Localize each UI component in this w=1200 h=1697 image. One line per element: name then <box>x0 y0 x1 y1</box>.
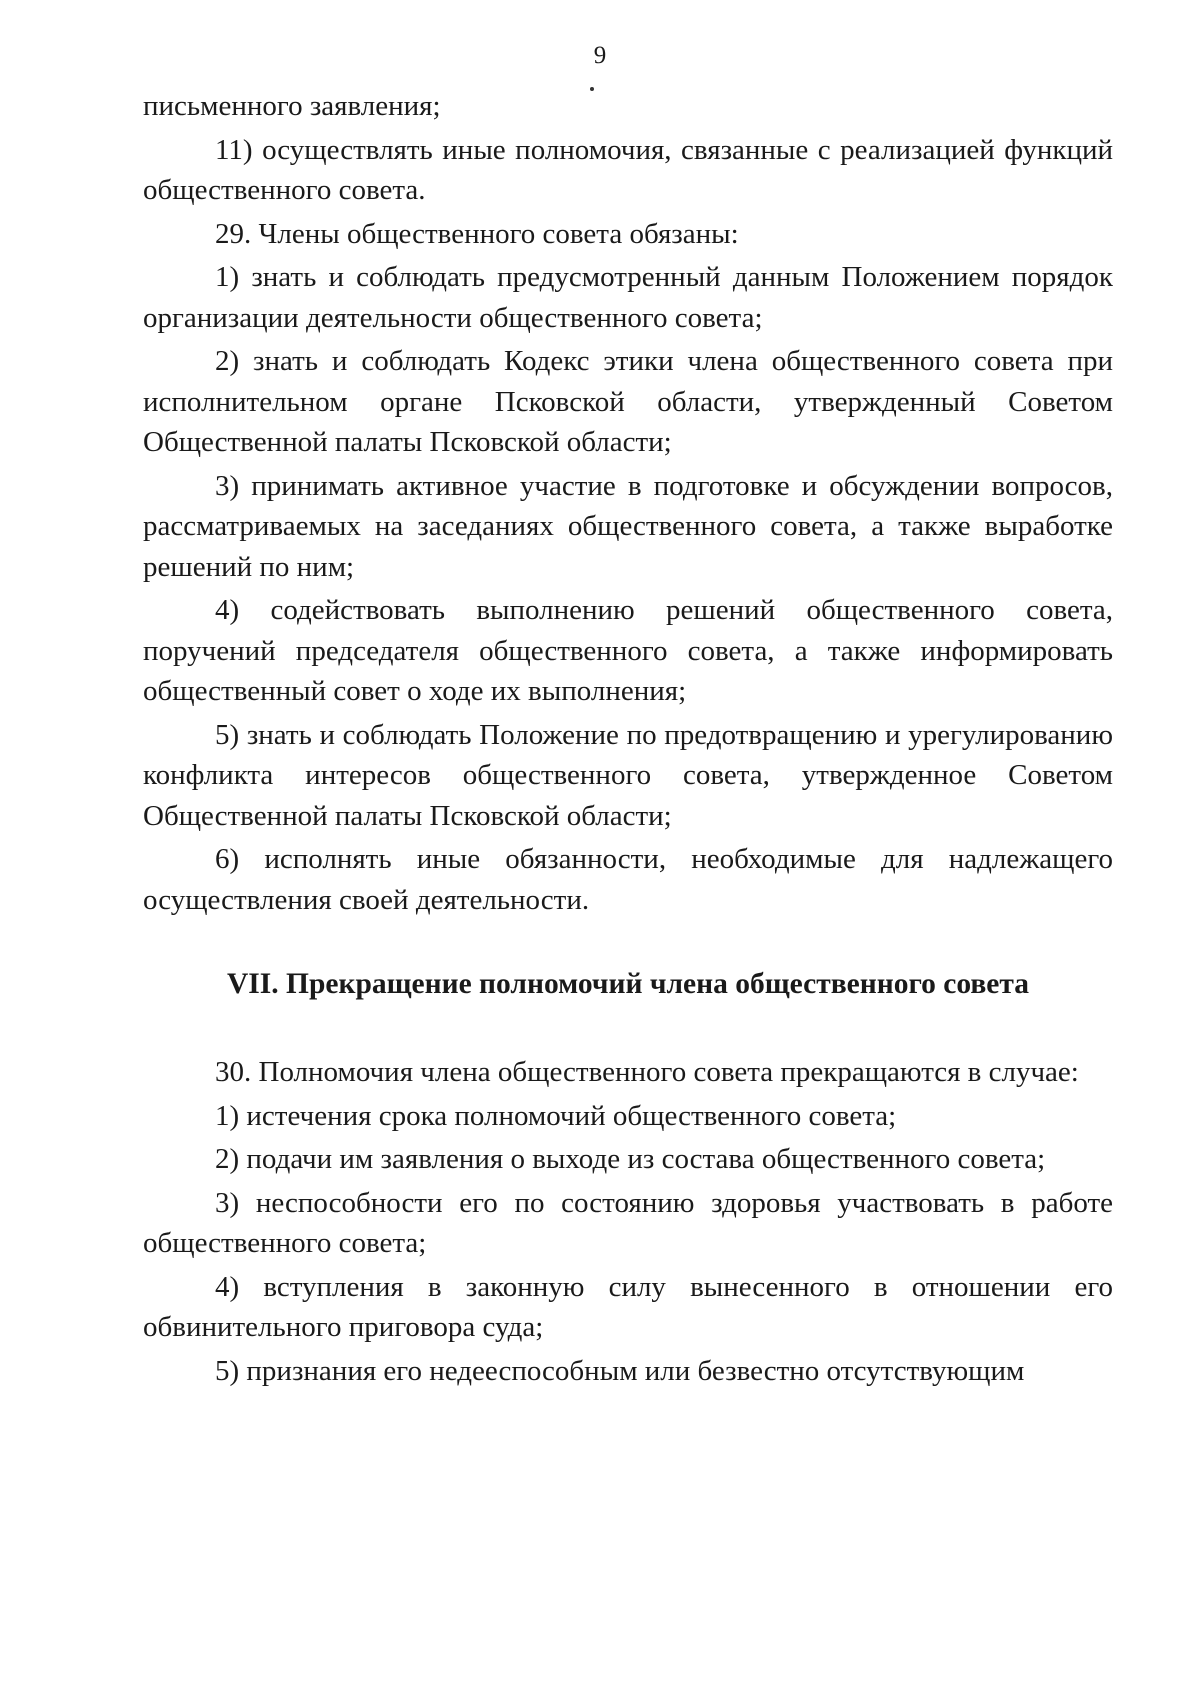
paragraph-continuation: письменного заявления; <box>143 90 441 122</box>
paragraph-clause-30: 30. Полномочия члена общественного совета прекращаются в случае: <box>215 1056 1079 1088</box>
paragraph-termination-2: 2) подачи им заявления о выходе из состава общественного совета; <box>215 1143 1046 1175</box>
paragraph-duty-1: 1) знать и соблюдать предусмотренный данным Положением порядок организации деятельности общественного совета; <box>143 261 1113 334</box>
paragraph-item-11: 11) осуществлять иные полномочия, связанные с реализацией функций общественного совета. <box>143 133 1113 206</box>
paragraph-duty-6: 6) исполнять иные обязанности, необходимые для надлежащего осуществления своей деятельности. <box>143 843 1113 916</box>
paragraph-clause-29: 29. Члены общественного совета обязаны: <box>215 217 739 250</box>
paragraph-termination-1: 1) истечения срока полномочий общественного совета; <box>215 1099 897 1132</box>
document-body <box>143 86 1113 1394</box>
paragraph-duty-5: 5) знать и соблюдать Положение по предотвращению и урегулированию конфликта интересов общественного совета, утвержденное Советом Общественной палаты Псковской области; <box>143 718 1113 832</box>
section-heading: VII. Прекращение полномочий члена общественного совета <box>226 968 1029 1000</box>
paragraph-termination-4: 4) вступления в законную силу вынесенного в отношении его обвинительного приговора суда; <box>143 1270 1113 1343</box>
paragraph-termination-3: 3) неспособности его по состоянию здоровья участвовать в работе общественного совета; <box>143 1186 1113 1259</box>
paragraph-termination-5: 5) признания его недееспособным или безвестно отсутствующим <box>215 1354 1025 1387</box>
page-number: 9 <box>593 42 607 69</box>
paragraph-duty-2: 2) знать и соблюдать Кодекс этики члена общественного совета при исполнительном органе Псковской области, утвержденный Советом Общественной палаты Псковской области; <box>143 345 1113 458</box>
paragraph-duty-3: 3) принимать активное участие в подготовке и обсуждении вопросов, рассматриваемых на заседаниях общественного совета, а также выработке решений по ним; <box>143 469 1113 583</box>
paragraph-duty-4: 4) содействовать выполнению решений общественного совета, поручений председателя общественного совета, а также информировать общественный совет о ходе их выполнения; <box>143 594 1113 707</box>
